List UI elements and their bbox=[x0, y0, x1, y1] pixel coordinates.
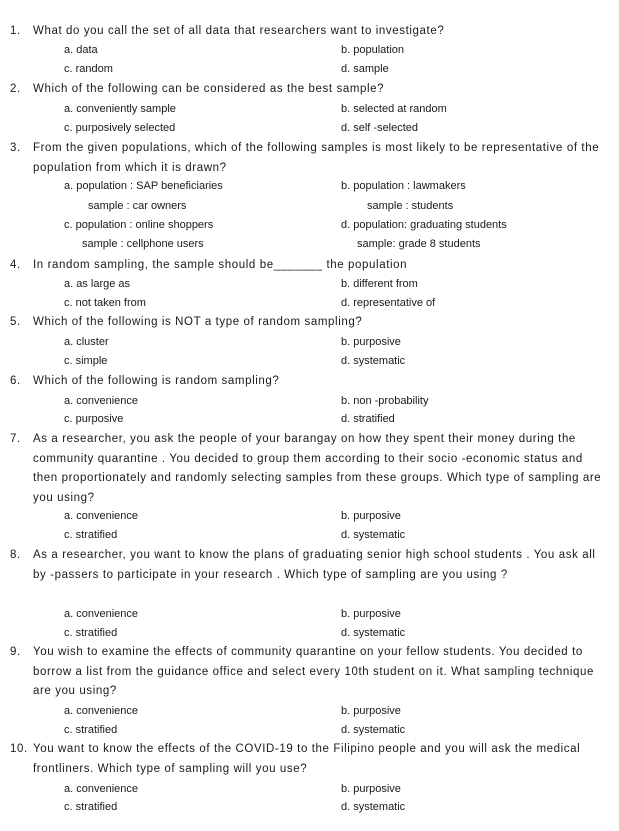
option-b[interactable]: b. purposive bbox=[341, 336, 401, 348]
option-d[interactable]: d. systematic bbox=[341, 627, 406, 639]
question-text: Which of the following can be considered as the best sample? bbox=[33, 83, 385, 95]
question-text: From the given populations, which of the following samples is most likely to be representative of the population from which it is drawn? bbox=[33, 142, 600, 174]
question-number: 8. bbox=[10, 549, 21, 561]
option-c[interactable]: c. purposively selected bbox=[64, 122, 176, 134]
option-a[interactable]: a. convenience bbox=[64, 783, 138, 795]
option-c[interactable]: c. population : online shoppers bbox=[64, 219, 214, 231]
question-text: What do you call the set of all data that researchers want to investigate? bbox=[33, 25, 445, 37]
question-text: Which of the following is NOT a type of random sampling? bbox=[33, 316, 363, 328]
option-c[interactable]: c. purposive bbox=[64, 413, 124, 425]
option-b[interactable]: b. non -probability bbox=[341, 395, 429, 407]
question-number: 7. bbox=[10, 433, 21, 445]
option-c[interactable]: c. random bbox=[64, 63, 113, 75]
option-a[interactable]: a. convenience bbox=[64, 510, 138, 522]
option-a[interactable]: a. as large as bbox=[64, 278, 131, 290]
option-a[interactable]: a. cluster bbox=[64, 336, 109, 348]
option-b[interactable]: b. purposive bbox=[341, 510, 401, 522]
question-text: In random sampling, the sample should be_______ the population bbox=[33, 259, 408, 271]
option-b[interactable]: b. purposive bbox=[341, 608, 401, 620]
option-a[interactable]: a. convenience bbox=[64, 705, 138, 717]
question-number: 10. bbox=[10, 743, 28, 755]
option-a[interactable]: a. conveniently sample bbox=[64, 103, 176, 115]
option-d[interactable]: d. representative of bbox=[341, 297, 436, 309]
question-text: As a researcher, you ask the people of your barangay on how they spent their money during the community quarantine . You decided to group them according to their socio -economic status and then proportionately and randomly selecting samples from these groups. Which type of sampling are you using? bbox=[33, 433, 602, 504]
option-c[interactable]: c. stratified bbox=[64, 529, 118, 541]
option-b[interactable]: b. purposive bbox=[341, 705, 401, 717]
option-c[interactable]: c. simple bbox=[64, 355, 108, 367]
option-a[interactable]: a. convenience bbox=[64, 608, 138, 620]
option-d[interactable]: d. self -selected bbox=[341, 122, 419, 134]
option-d[interactable]: d. systematic bbox=[341, 724, 406, 736]
question-number: 4. bbox=[10, 259, 21, 271]
option-b[interactable]: b. different from bbox=[341, 278, 418, 290]
question-number: 2. bbox=[10, 83, 21, 95]
question-text: As a researcher, you want to know the plans of graduating senior high school students . You ask all by -passers to participate in your research . Which type of sampling are you using ? bbox=[33, 549, 596, 581]
option-a[interactable]: a. convenience bbox=[64, 395, 138, 407]
option-d[interactable]: d. stratified bbox=[341, 413, 395, 425]
option-b-sample: sample : students bbox=[367, 200, 454, 212]
option-b[interactable]: b. population bbox=[341, 44, 404, 56]
option-d[interactable]: d. sample bbox=[341, 63, 389, 75]
option-c[interactable]: c. not taken from bbox=[64, 297, 146, 309]
option-d[interactable]: d. population: graduating students bbox=[341, 219, 507, 231]
option-b[interactable]: b. purposive bbox=[341, 783, 401, 795]
option-d-sample: sample: grade 8 students bbox=[357, 238, 481, 250]
question-text: You want to know the effects of the COVID-19 to the Filipino people and you will ask the medical frontliners. Which type of sampling will you use? bbox=[33, 743, 581, 775]
option-d[interactable]: d. systematic bbox=[341, 529, 406, 541]
question-number: 9. bbox=[10, 646, 21, 658]
question-text: You wish to examine the effects of community quarantine on your fellow students. You decided to borrow a list from the guidance office and select every 10th student on it. What sampling technique are you using? bbox=[33, 646, 594, 697]
option-b[interactable]: b. population : lawmakers bbox=[341, 180, 466, 192]
question-number: 1. bbox=[10, 25, 21, 37]
question-number: 6. bbox=[10, 375, 21, 387]
option-a[interactable]: a. population : SAP beneficiaries bbox=[64, 180, 223, 192]
question-number: 5. bbox=[10, 316, 21, 328]
question-text: Which of the following is random sampling? bbox=[33, 375, 280, 387]
option-c[interactable]: c. stratified bbox=[64, 724, 118, 736]
option-d[interactable]: d. systematic bbox=[341, 801, 406, 813]
option-c[interactable]: c. stratified bbox=[64, 801, 118, 813]
option-a[interactable]: a. data bbox=[64, 44, 98, 56]
option-d[interactable]: d. systematic bbox=[341, 355, 406, 367]
option-c[interactable]: c. stratified bbox=[64, 627, 118, 639]
question-number: 3. bbox=[10, 142, 21, 154]
option-c-sample: sample : cellphone users bbox=[82, 238, 204, 250]
option-b[interactable]: b. selected at random bbox=[341, 103, 447, 115]
option-a-sample: sample : car owners bbox=[88, 200, 187, 212]
